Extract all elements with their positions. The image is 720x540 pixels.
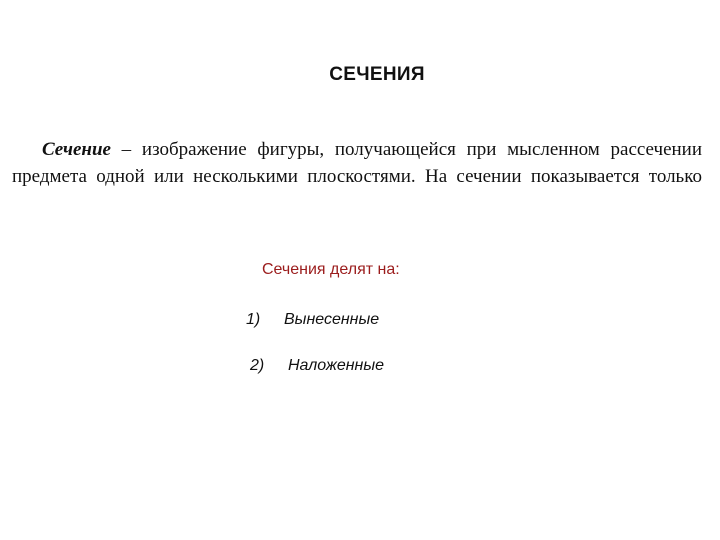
definition-text: – изображение фигуры, получающейся при мысленном рассечении предмета одной или несколькими плоскостями. На сечении показывается только xyxy=(12,139,702,187)
definition-term: Сечение xyxy=(42,139,111,160)
page-title: СЕЧЕНИЯ xyxy=(329,64,425,85)
list-item-number: 2) xyxy=(250,357,265,374)
list-item-label: Вынесенные xyxy=(284,311,380,328)
definition-excerpt xyxy=(12,136,702,202)
list-item-label: Наложенные xyxy=(288,357,385,374)
list-item xyxy=(246,311,379,329)
list-item-number: 1) xyxy=(246,311,261,328)
definition-paragraph xyxy=(12,136,702,190)
list-item xyxy=(250,357,384,375)
types-heading: Сечения делят на: xyxy=(262,261,400,278)
